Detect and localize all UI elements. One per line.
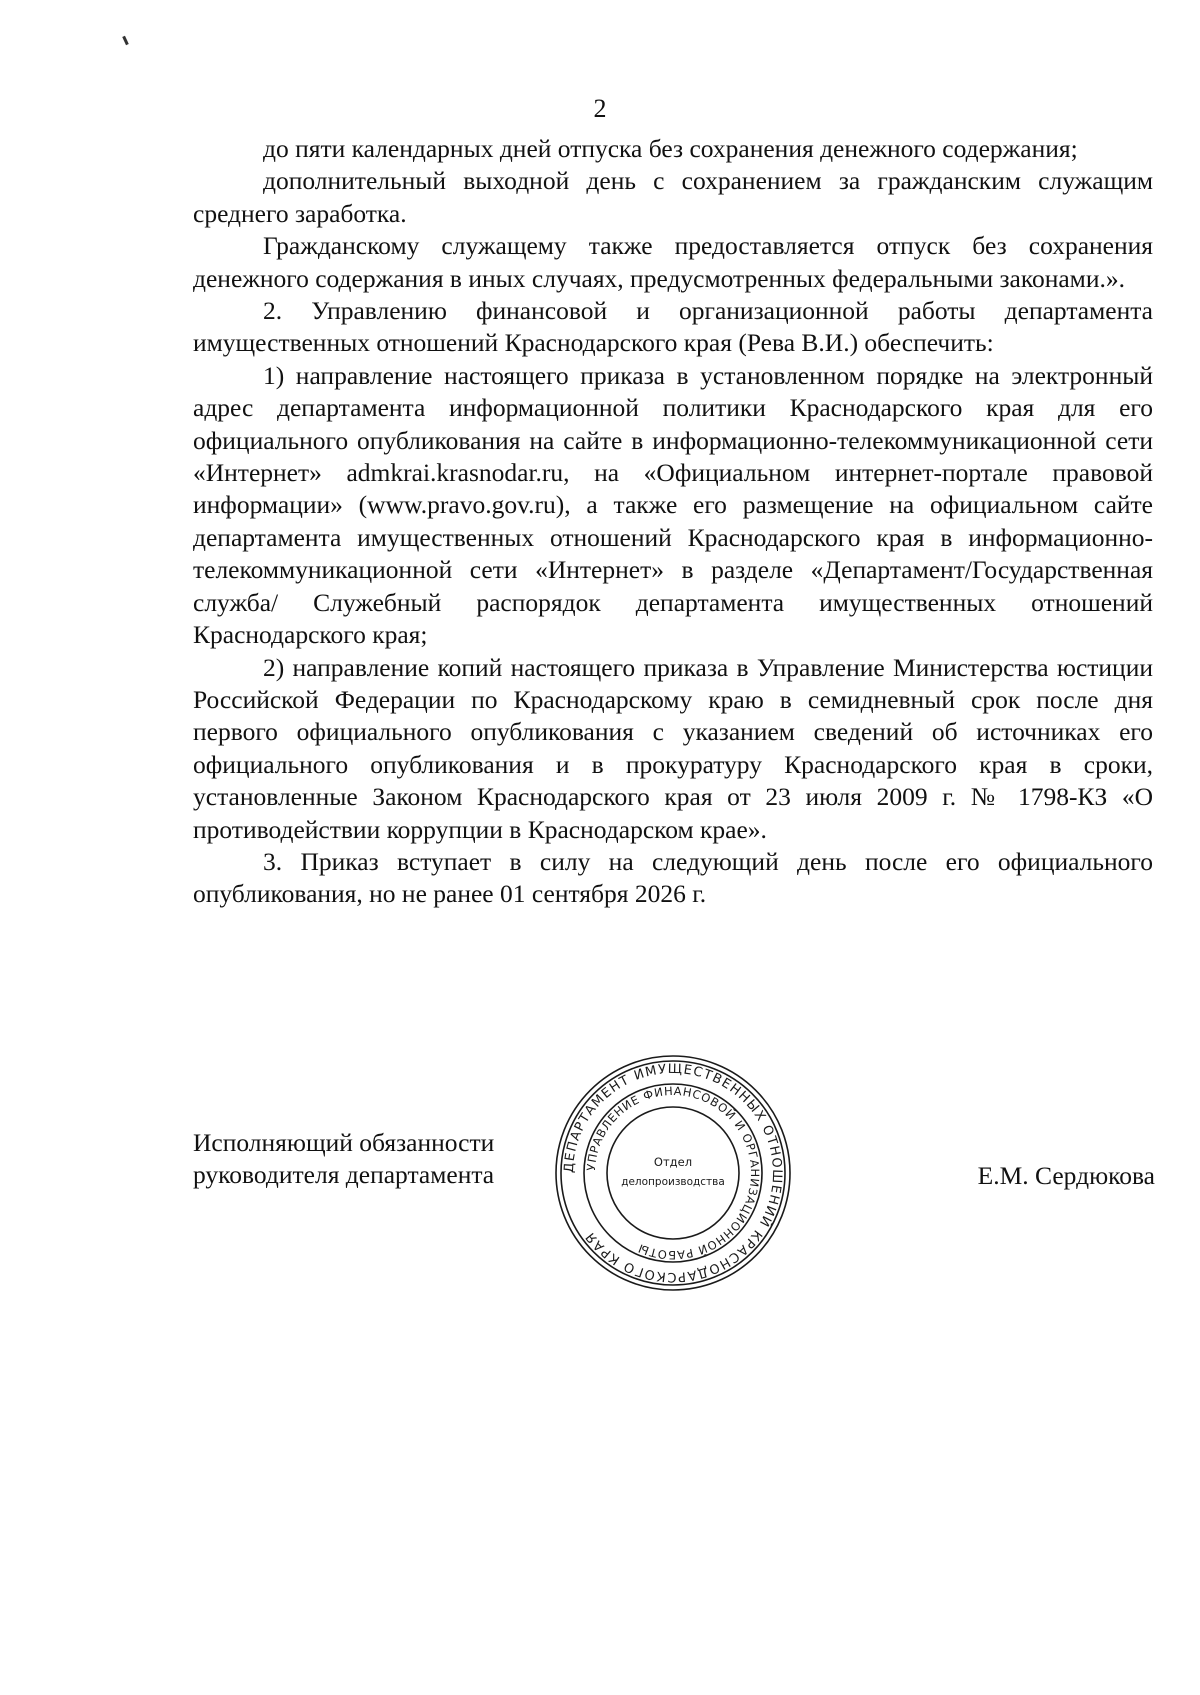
stamp-outer-text: ДЕПАРТАМЕНТ ИМУЩЕСТВЕННЫХ ОТНОШЕНИЙ КРАСНОДАРСКОГО КРАЯ — [561, 1061, 785, 1285]
paragraph-leave-days: до пяти календарных дней отпуска без сохранения денежного содержания; — [263, 134, 1078, 163]
document-body — [193, 133, 1153, 911]
signer-name: Е.М. Сердюкова — [977, 1161, 1155, 1190]
paragraph-subitem-2: 2) направление копий настоящего приказа в Управление Министерства юстиции Российской Федерации по Краснодарскому краю в семидневный срок после дня первого официального опубликования с указанием сведений об источниках его официального опубликования и в прокуратуру Краснодарского края в сроки, установленные Законом Краснодарского края от 23 июля 2009 г. № 1798-КЗ «О противодействии коррупции в Краснодарском крае». — [193, 652, 1153, 844]
svg-text:УПРАВЛЕНИЕ ФИНАНСОВОЙ И ОРГАНИ — [584, 1084, 762, 1262]
paragraph-subitem-1: 1) направление настоящего приказа в установленном порядке на электронный адрес департамента информационной политики Краснодарского края для его официального опубликования на сайте в информационно-телекоммуникационной сети «Интернет» admkrai.krasnodar.ru, на «Официальном интернет-портале правовой информации» (www.pravo.gov.ru), а также его размещение на официальном сайте департамента имущественных отношений Краснодарского края в информационно-телекоммуникационной сети «Интернет» в разделе «Департамент/Государственная служба/ Служебный распорядок департамента имущественных отношений Краснодарского края; — [193, 360, 1153, 650]
stamp-center-line-1: Отдел — [653, 1155, 693, 1169]
paragraph-extra-day-off: дополнительный выходной день с сохранением за гражданским служащим среднего заработка. — [193, 166, 1153, 228]
stamp-seal-image — [553, 1053, 793, 1293]
paragraph-item-3: 3. Приказ вступает в силу на следующий день после его официального опубликования, но не ранее 01 сентября 2026 г. — [193, 846, 1153, 909]
stamp-inner-text: УПРАВЛЕНИЕ ФИНАНСОВОЙ И ОРГАНИЗАЦИОННОЙ РАБОТЫ — [583, 1083, 763, 1263]
position-line-2: руководителя департамента — [193, 1160, 495, 1189]
page-number: 2 — [593, 94, 607, 123]
position-line-1: Исполняющий обязанности — [193, 1128, 495, 1157]
paragraph-unpaid-leave: Гражданскому служащему также предоставляется отпуск без сохранения денежного содержания в иных случаях, предусмотренных федеральными законами.». — [193, 231, 1153, 293]
official-stamp — [553, 1053, 793, 1293]
paragraph-item-2: 2. Управлению финансовой и организационной работы департамента имущественных отношений Краснодарского края (Рева В.И.) обеспечить: — [193, 296, 1153, 358]
scan-mark — [122, 36, 129, 45]
stamp-center-line-2: делопроизводства — [621, 1176, 725, 1188]
signature-position — [193, 1127, 494, 1191]
